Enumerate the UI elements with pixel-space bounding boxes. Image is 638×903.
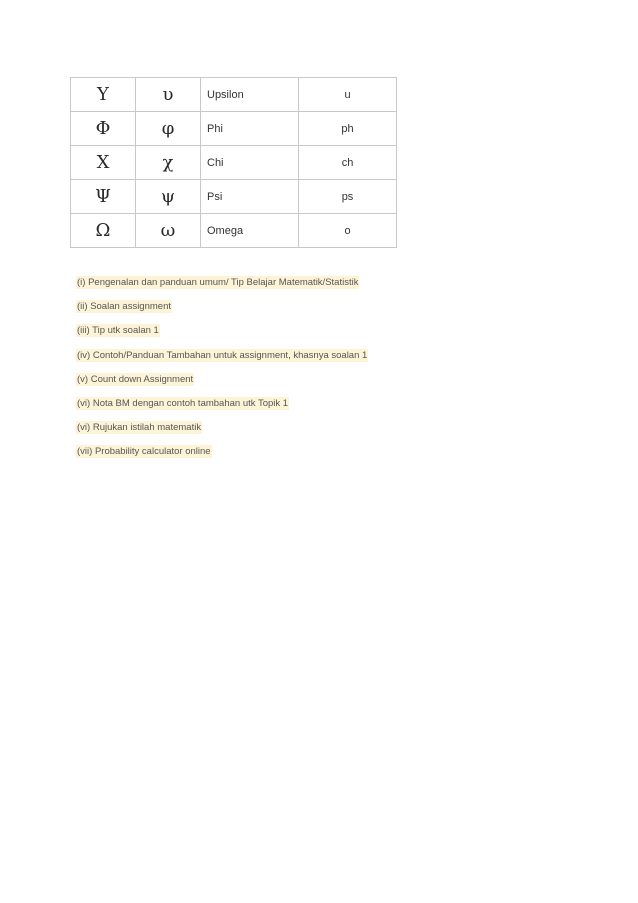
uppercase-letter: Ω <box>71 214 136 248</box>
list-item <box>76 395 368 419</box>
lowercase-letter: χ <box>136 146 201 180</box>
list-item <box>76 419 368 443</box>
table-row <box>71 146 397 180</box>
resource-link-list <box>76 274 368 468</box>
uppercase-letter: Φ <box>71 112 136 146</box>
lowercase-letter: ψ <box>136 180 201 214</box>
table-row <box>71 112 397 146</box>
list-item <box>76 443 368 467</box>
lowercase-letter: φ <box>136 112 201 146</box>
link-rujukan-istilah[interactable]: (vi) Rujukan istilah matematik <box>77 422 202 434</box>
list-item <box>76 371 368 395</box>
lowercase-letter: ω <box>136 214 201 248</box>
transliteration: ch <box>299 146 397 180</box>
uppercase-letter: Ψ <box>71 180 136 214</box>
transliteration: ph <box>299 112 397 146</box>
table-row <box>71 214 397 248</box>
table-row <box>71 180 397 214</box>
list-item <box>76 347 368 371</box>
uppercase-letter: Χ <box>71 146 136 180</box>
letter-name: Psi <box>201 180 299 214</box>
list-item <box>76 298 368 322</box>
link-count-down-assignment[interactable]: (v) Count down Assignment <box>77 373 194 385</box>
link-tip-soalan-1[interactable]: (iii) Tip utk soalan 1 <box>77 325 159 337</box>
link-pengenalan-panduan[interactable]: (i) Pengenalan dan panduan umum/ Tip Belajar Matematik/Statistik <box>77 277 359 288</box>
transliteration: o <box>299 214 397 248</box>
link-probability-calculator[interactable]: (vii) Probability calculator online <box>77 446 211 458</box>
letter-name: Phi <box>201 112 299 146</box>
transliteration: u <box>299 78 397 112</box>
uppercase-letter: Υ <box>71 78 136 112</box>
letter-name: Chi <box>201 146 299 180</box>
list-item <box>76 274 368 298</box>
transliteration: ps <box>299 180 397 214</box>
table-row <box>71 78 397 112</box>
letter-name: Omega <box>201 214 299 248</box>
letter-name: Upsilon <box>201 78 299 112</box>
link-contoh-panduan-tambahan[interactable]: (iv) Contoh/Panduan Tambahan untuk assignment, khasnya soalan 1 <box>77 349 368 361</box>
list-item <box>76 322 368 346</box>
lowercase-letter: υ <box>136 78 201 112</box>
greek-alphabet-table <box>70 77 397 248</box>
link-nota-bm[interactable]: (vi) Nota BM dengan contoh tambahan utk Topik 1 <box>77 397 289 409</box>
link-soalan-assignment[interactable]: (ii) Soalan assignment <box>77 301 171 313</box>
